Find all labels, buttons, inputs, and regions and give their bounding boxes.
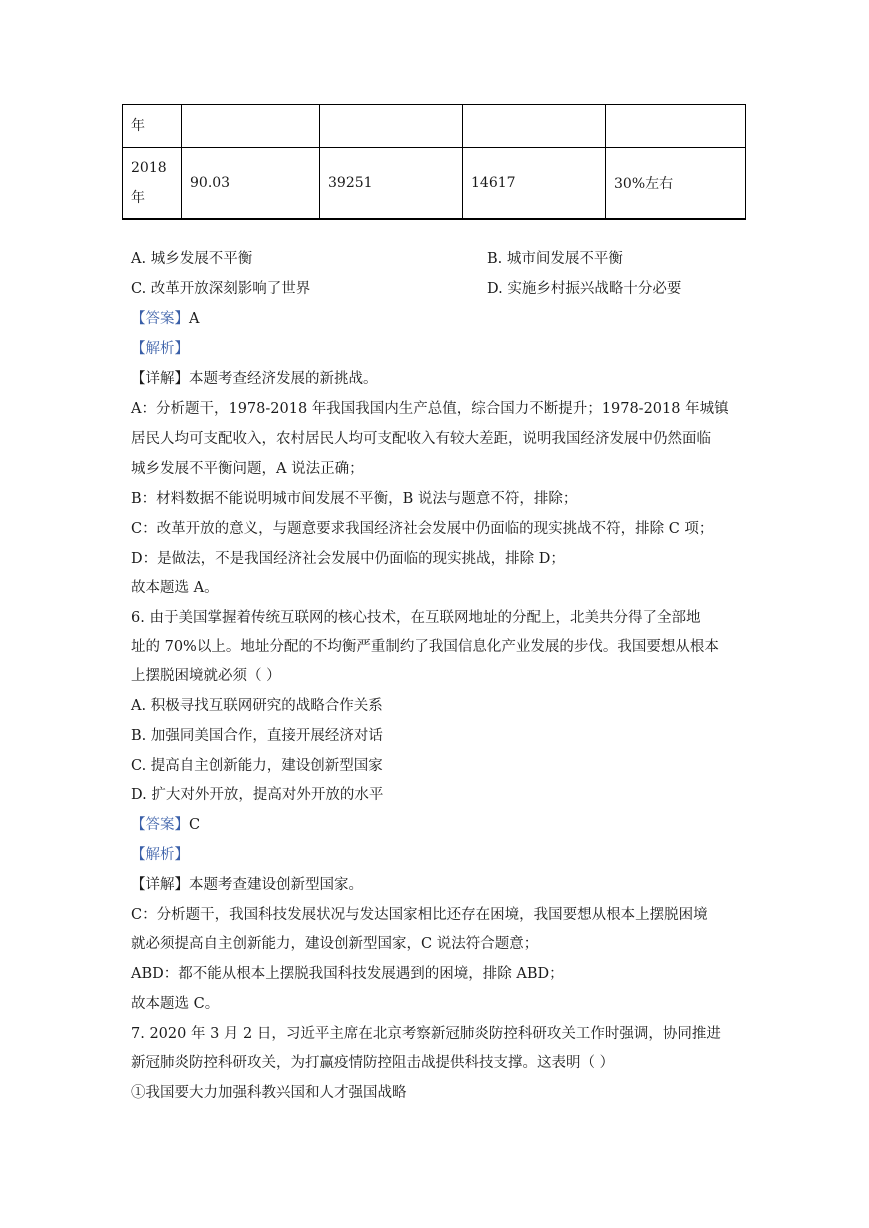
q6-stem-line: 上摆脱困境就必须（ ）	[131, 668, 281, 684]
q6-line: ABD：都不能从根本上摆脱我国科技发展遇到的困境，排除 ABD；	[131, 966, 564, 982]
table-row	[123, 148, 746, 220]
q5-line: B：材料数据不能说明城市间发展不平衡，B 说法与题意不符，排除；	[131, 491, 578, 507]
table-cell	[463, 105, 606, 148]
q6-answer	[131, 815, 200, 835]
q5-option-c: C. 改革开放深刻影响了世界	[131, 281, 311, 297]
q5-option-a: A. 城乡发展不平衡	[131, 251, 253, 267]
table-cell	[606, 105, 746, 148]
data-table	[122, 104, 746, 220]
q6-option-d: D. 扩大对外开放，提高对外开放的水平	[131, 787, 384, 803]
q5-option-d: D. 实施乡村振兴战略十分必要	[487, 281, 682, 297]
q7-stem-line: ①我国要大力加强科教兴国和人才强国战略	[131, 1085, 407, 1101]
q5-option-b: B. 城市间发展不平衡	[487, 251, 623, 267]
q6-option-a: A. 积极寻找互联网研究的战略合作关系	[131, 698, 383, 714]
q6-stem-line: 址的 70%以上。地址分配的不均衡严重制约了我国信息化产业发展的步伐。我国要想从根本	[131, 639, 719, 655]
q7-stem-line: 7. 2020 年 3 月 2 日，习近平主席在北京考察新冠肺炎防控科研攻关工作时强调，协同推进	[131, 1026, 721, 1042]
table-cell	[320, 105, 463, 148]
q5-line: C：改革开放的意义，与题意要求我国经济社会发展中仍面临的现实挑战不符，排除 C 项；	[131, 521, 714, 537]
table-cell: 30%左右	[606, 148, 746, 220]
q5-analysis-tag: 【解析】	[131, 341, 189, 357]
q5-line: D：是做法，不是我国经济社会发展中仍面临的现实挑战，排除 D；	[131, 551, 565, 567]
answer-value: C	[189, 817, 201, 833]
q5-line: 居民人均可支配收入，农村居民人均可支配收入有较大差距，说明我国经济发展中仍然面临	[131, 431, 711, 447]
table-cell	[182, 105, 320, 148]
detail-tag: 【详解】	[131, 371, 189, 387]
table-cell: 39251	[320, 148, 463, 220]
q5-line: 城乡发展不平衡问题，A 说法正确；	[131, 461, 364, 477]
detail-text: 本题考查经济发展的新挑战。	[189, 371, 378, 387]
answer-tag: 【答案】	[131, 817, 189, 833]
detail-tag: 【详解】	[131, 877, 189, 893]
q5-answer	[131, 309, 199, 329]
q6-option-b: B. 加强同美国合作，直接开展经济对话	[131, 728, 383, 744]
table-cell: 90.03	[182, 148, 320, 220]
answer-value: A	[189, 311, 200, 327]
table-cell: 14617	[463, 148, 606, 220]
q7-stem-line: 新冠肺炎防控科研攻关，为打赢疫情防控阻击战提供科技支撑。这表明（ ）	[131, 1055, 615, 1071]
q6-line: C：分析题干，我国科技发展状况与发达国家相比还存在困境，我国要想从根本上摆脱困境	[131, 907, 708, 923]
q5-line: 故本题选 A。	[131, 580, 219, 596]
q6-stem-line: 6. 由于美国掌握着传统互联网的核心技术，在互联网地址的分配上，北美共分得了全部地	[131, 610, 701, 626]
table-cell-year: 年	[123, 105, 182, 148]
q6-option-c: C. 提高自主创新能力，建设创新型国家	[131, 758, 383, 774]
table-cell-year	[123, 148, 182, 220]
detail-text: 本题考查建设创新型国家。	[189, 877, 363, 893]
q6-line: 就必须提高自主创新能力，建设创新型国家，C 说法符合题意；	[131, 936, 539, 952]
q6-detail	[131, 875, 363, 895]
q5-line: A：分析题干，1978-2018 年我国我国内生产总值，综合国力不断提升；1978-2018 年城镇	[131, 401, 729, 417]
q6-analysis-tag: 【解析】	[131, 847, 189, 863]
year-number: 2018	[131, 160, 167, 176]
q6-line: 故本题选 C。	[131, 996, 220, 1012]
table-row	[123, 105, 746, 148]
q5-detail	[131, 369, 378, 389]
answer-tag: 【答案】	[131, 311, 189, 327]
year-unit: 年	[131, 190, 145, 206]
